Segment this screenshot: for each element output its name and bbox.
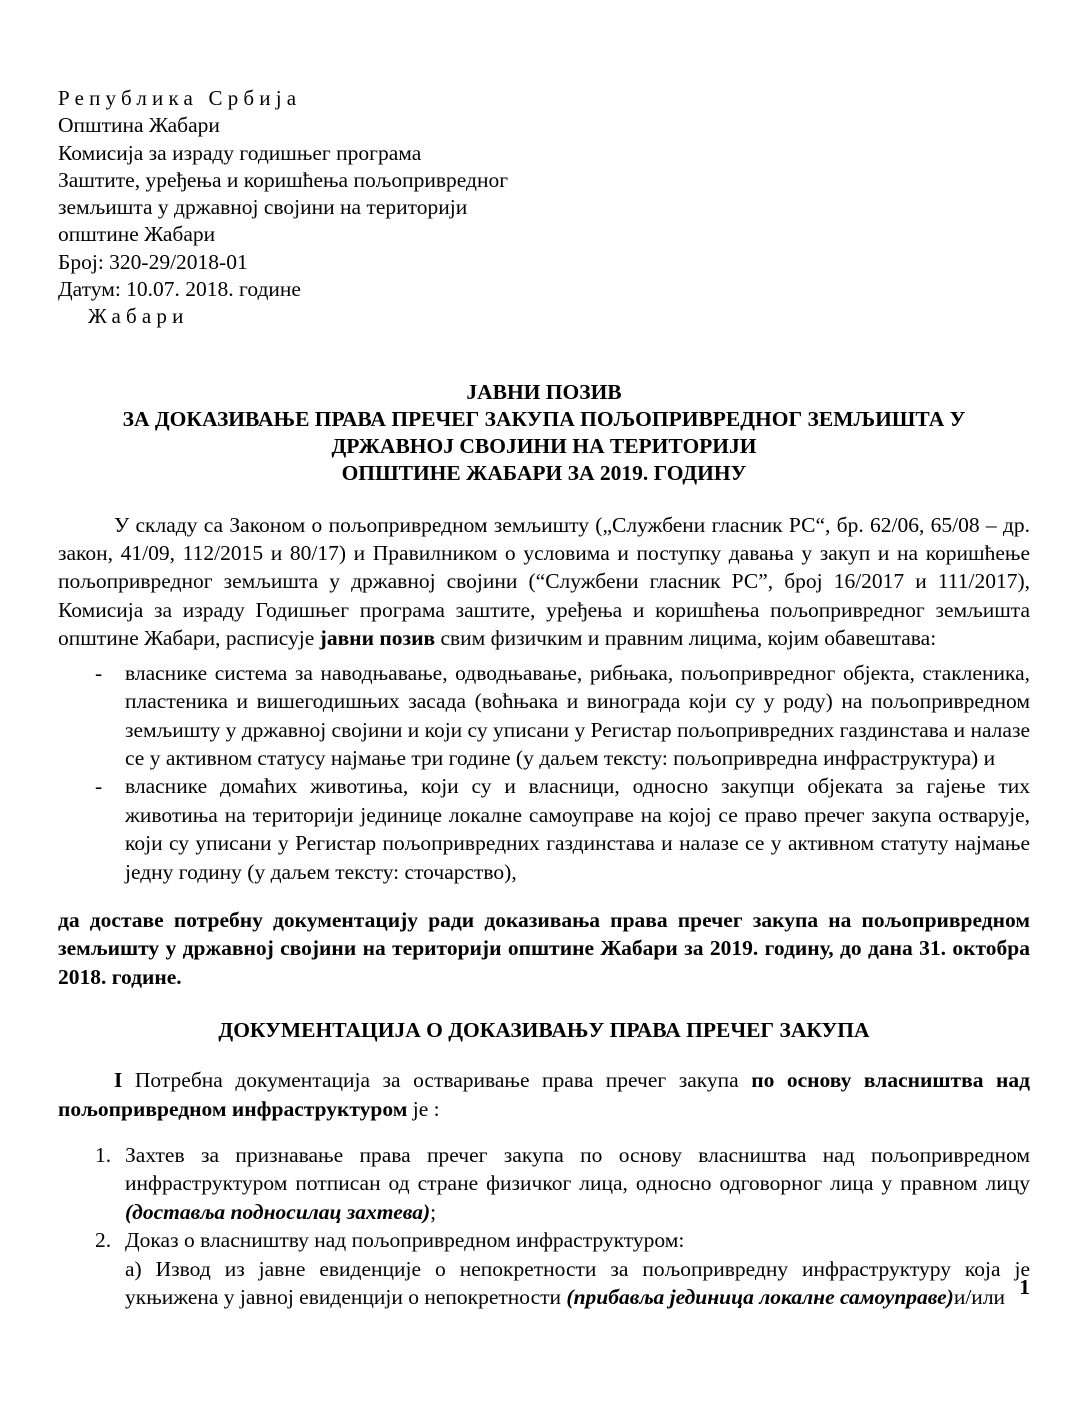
letterhead-line-land: земљишта у државној својини на територији xyxy=(58,195,468,220)
title-line-4: ОПШТИНЕ ЖАБАРИ ЗА 2019. ГОДИНУ xyxy=(341,460,747,485)
letterhead-line-municipality-2: општине Жабари xyxy=(58,222,216,247)
letterhead xyxy=(58,85,1030,331)
roman-section-paragraph xyxy=(58,1066,1030,1123)
list-item-text: власнике домаћих животиња, који су и власници, односно закупци објеката за гајење тих животиња на територији јединице локалне самоуправе на којој се право пречег закупа остварује, који су уписани у Регистар пољопривредних газдинстава и налазе се у активном статуту најмање једну годину (у даљем тексту: сточарство), xyxy=(125,774,1030,884)
roman-text-part-2: је : xyxy=(407,1096,440,1121)
list-item-text: Захтев за признавање права пречег закупа по основу власништва над пољопривредном инфраструктуром потписан од стране физичког лица, односно одговорног лица у правном лицу xyxy=(125,1142,1030,1196)
letterhead-line-number: Број: 320-29/2018-01 xyxy=(58,249,248,274)
letterhead-line-protection: Заштите, уређења и коришћења пољопривредног xyxy=(58,167,509,192)
list-item xyxy=(58,772,1030,886)
dash-bullet-icon: - xyxy=(95,660,103,685)
list-item xyxy=(58,1141,1030,1226)
subitem-text-part-1: а) Извод из јавне евиденције о непокретности за пољопривредну инфраструктуру која је укњижена у јавној евиденцији о непокретности xyxy=(125,1256,1030,1310)
intro-paragraph xyxy=(58,511,1030,653)
letterhead-line-place: Жабари xyxy=(88,304,189,329)
subitem-text-part-2: и/или xyxy=(953,1285,1006,1310)
list-item-text: Доказ о власништву над пољопривредном инфраструктуром: xyxy=(125,1228,685,1253)
list-item-number: 1. xyxy=(95,1142,112,1167)
list-item-text: власнике система за наводњавање, одводњавање, рибњака, пољопривредног објекта, стакленика, пластеника и вишегодишњих засада (воћњака и винограда који су у роду) на пољопривредном земљишту у државној својини и који су уписани у Регистар пољопривредних газдинстава и налазе се у активном статусу најмање три године (у даљем тексту: пољопривредна инфраструктура) и xyxy=(125,660,1030,770)
list-item xyxy=(58,1226,1030,1311)
roman-bold-basis: по основу власништва над пољопривредном инфраструктуром xyxy=(58,1068,1030,1121)
title-line-3: ДРЖАВНОЈ СВОЈИНИ НА ТЕРИТОРИЈИ xyxy=(331,433,757,458)
list-item-emphasis: (доставља подносилац захтева) xyxy=(125,1199,431,1224)
document-title xyxy=(58,379,1030,487)
section-heading-documentation: ДОКУМЕНТАЦИЈА О ДОКАЗИВАЊУ ПРАВА ПРЕЧЕГ ЗАКУПА xyxy=(218,1018,870,1043)
list-item xyxy=(58,659,1030,773)
deadline-paragraph: да доставе потребну документацију ради доказивања права пречег закупа на пољопривредном земљишту у државној својини на територији општине Жабари за 2019. годину, до дана 31. октобра 2018. године. xyxy=(58,907,1030,989)
documentation-requirements-list xyxy=(58,1141,1030,1311)
eligibility-list xyxy=(58,659,1030,886)
letterhead-line-municipality: Општина Жабари xyxy=(58,113,220,138)
intro-text-part-2: свим физичким и правним лицима, којим обавештава: xyxy=(435,626,937,651)
dash-bullet-icon: - xyxy=(95,774,103,799)
roman-text-part-1: Потребна документација за остваривање права пречег закупа xyxy=(122,1068,752,1093)
intro-bold-public-call: јавни позив xyxy=(319,626,436,651)
subitem-emphasis: (прибавља јединица локалне самоуправе) xyxy=(566,1285,954,1310)
page-number: 1 xyxy=(1019,1275,1030,1299)
intro-text-part-1: У складу са Законом о пољопривредном земљишту („Службени гласник РС“, бр. 62/06, 65/08 – др. закон, 41/09, 112/2015 и 80/17) и Правилником о условима и поступку давања у закуп и на коришћење пољопривредног земљишта у државној својини (“Службени гласник РС”, број 16/2017 и 111/2017), Комисија за израду Годишњег програма заштите, уређења и коришћења пољопривредног земљишта општине Жабари, расписује xyxy=(58,512,1030,651)
letterhead-line-republic: Република Србија xyxy=(58,86,302,110)
list-item-text-tail: ; xyxy=(430,1199,437,1224)
letterhead-line-date: Датум: 10.07. 2018. године xyxy=(58,277,301,302)
letterhead-line-commission: Комисија за израду годишњег програма xyxy=(58,140,422,165)
title-line-2: ЗА ДОКАЗИВАЊЕ ПРАВА ПРЕЧЕГ ЗАКУПА ПОЉОПРИВРЕДНОГ ЗЕМЉИШТА У xyxy=(122,406,966,431)
title-line-1: ЈАВНИ ПОЗИВ xyxy=(466,379,622,404)
roman-numeral: I xyxy=(114,1068,123,1093)
list-item-number: 2. xyxy=(95,1228,112,1253)
list-subitem-a xyxy=(125,1255,1030,1312)
